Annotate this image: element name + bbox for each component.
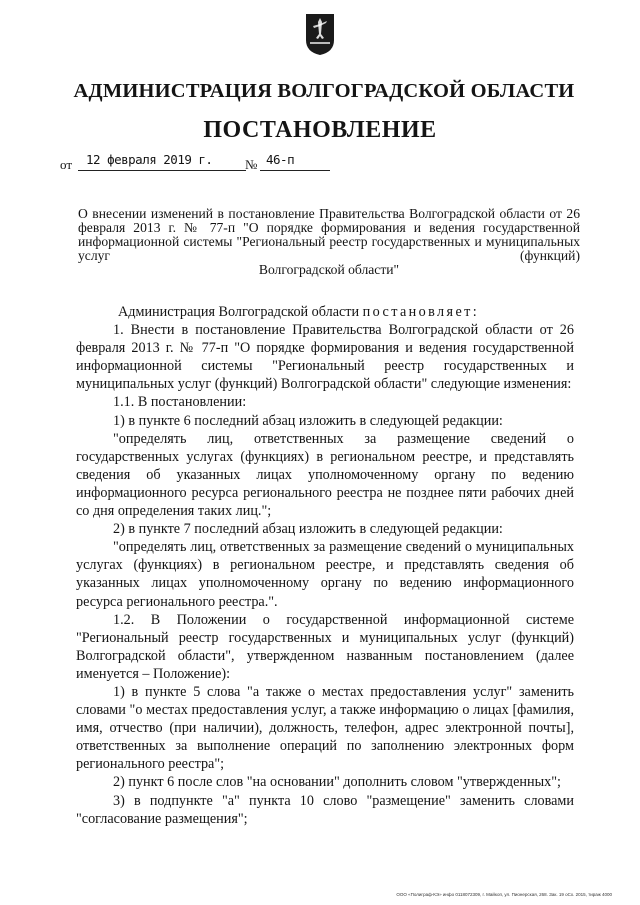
volgograd-region-emblem-icon	[304, 12, 336, 56]
date-number-line	[60, 152, 360, 172]
body-paragraph: 3) в подпункте "а" пункта 10 слово "размещение" заменить словами "согласование размещения";	[76, 792, 574, 827]
intro-verb: постановляет:	[362, 304, 480, 320]
subject-main: О внесении изменений в постановление Правительства Волгоградской области от 26 февраля 2013 г. № 77-п "О порядке формирования и ведения государственной информационной системы "Региональный реестр государственных и муниципальных услуг (функций)	[78, 206, 580, 263]
document-type-heading: ПОСТАНОВЛЕНИЕ	[203, 117, 437, 143]
body-paragraph: 1.2. В Положении о государственной информационной системе "Региональный реестр государственных и муниципальных услуг (функций) Волгоградской области", утвержденном названным постановлением (далее именуется – Положение):	[76, 611, 574, 682]
body-paragraph: 1. Внести в постановление Правительства Волгоградской области от 26 февраля 2013 г. № 77-п "О порядке формирования и ведения государственной информационной системы "Региональный реестр государственных и муниципальных услуг (функций) Волгоградской области" следующие изменения:	[76, 322, 574, 393]
intro-text: Администрация Волгоградской области	[118, 304, 360, 320]
body-paragraph: 2) в пункте 7 последний абзац изложить в следующей редакции:	[113, 521, 503, 538]
print-footer-note: ООО «Полиграф-КЭ» инфо 0118072309, г. Майкоп, ул. Пионерская, 268. Зак. 19 оСх. 2015, тираж 4000	[396, 892, 612, 897]
subject-last-line: Волгоградской области"	[258, 262, 400, 277]
body-paragraph: 1) в пункте 6 последний абзац изложить в следующей редакции:	[113, 412, 503, 429]
coat-of-arms-icon	[304, 12, 336, 56]
document-subject	[78, 207, 580, 277]
body-paragraph: 1) в пункте 5 слова "а также о местах предоставления услуг" заменить словами "о местах предоставления услуг, а также информацию о лицах [фамилия, имя, отчество (при наличии), должность, телефон, адрес электронной почты], ответственных за выполнение операций по заполнению электронных форм регионального реестра";	[76, 683, 574, 773]
body-paragraph: "определять лиц, ответственных за размещение сведений о государственных услугах (функциях) в региональном реестре, и представлять сведения об указанных лицах уполномоченному органу по ведению информационного ресурса регионального реестра не позднее пяти рабочих дней со дня определения таких лиц.";	[76, 430, 574, 520]
body-paragraph: 2) пункт 6 после слов "на основании" дополнить словом "утвержденных";	[113, 774, 561, 791]
body-paragraph: "определять лиц, ответственных за размещение сведений о муниципальных услугах (функциях) в региональном реестре, и представлять сведения об указанных лицах уполномоченному органу по ведению информационного ресурса регионального реестра.".	[76, 539, 574, 610]
document-body	[76, 303, 574, 828]
document-date: 12 февраля 2019 г.	[78, 152, 246, 171]
body-paragraph: 1.1. В постановлении:	[113, 394, 247, 411]
document-number: 46-п	[260, 152, 330, 171]
number-prefix: №	[245, 157, 258, 172]
organization-title: АДМИНИСТРАЦИЯ ВОЛГОГРАДСКОЙ ОБЛАСТИ	[73, 80, 575, 102]
intro-paragraph	[76, 303, 574, 321]
date-prefix: от	[60, 157, 73, 172]
